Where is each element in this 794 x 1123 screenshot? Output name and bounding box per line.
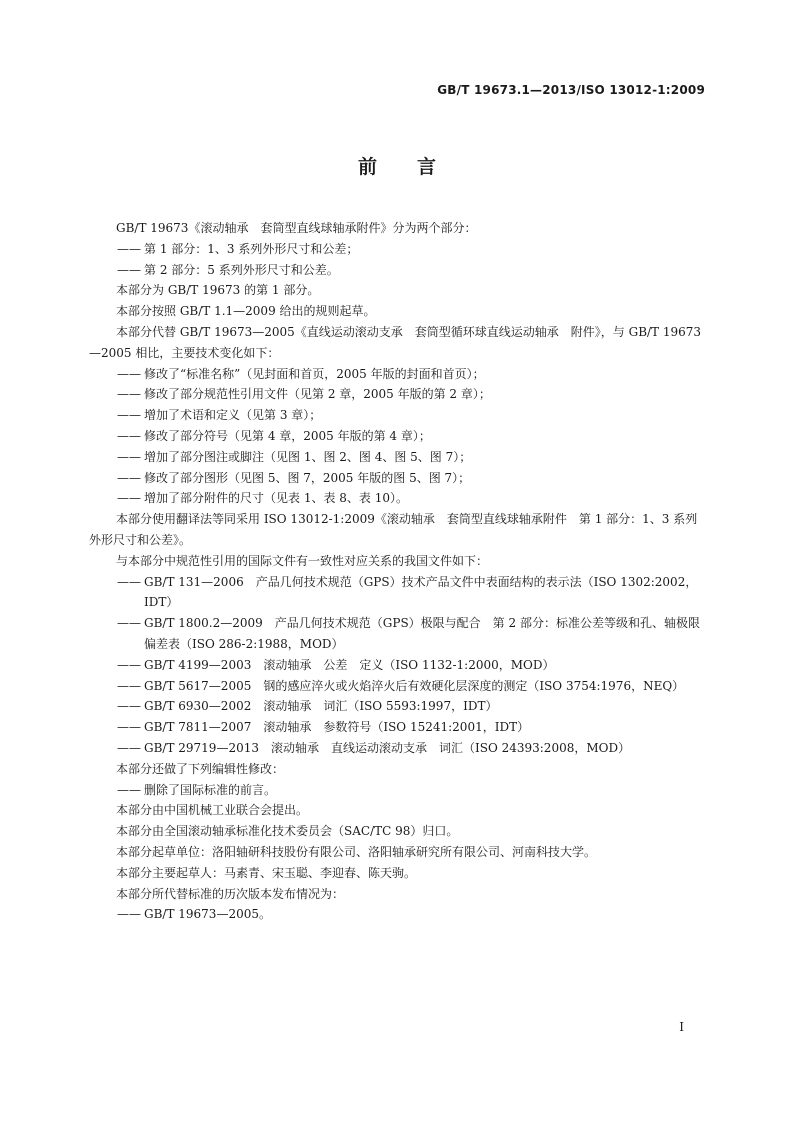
- paragraph-text: 本部分还做了下列编辑性修改：: [116, 761, 285, 776]
- dash-list-item: [89, 738, 707, 759]
- dash-list-item: [89, 655, 707, 676]
- dash-marker: ——: [117, 657, 141, 672]
- page-number: I: [679, 1020, 684, 1034]
- paragraph-text: GB/T 1800.2—2009 产品几何技术规范（GPS）极限与配合 第 2 部分：标准公差等级和孔、轴极限偏差表（ISO 286-2:1988，MOD）: [144, 616, 700, 651]
- dash-marker: ——: [117, 366, 141, 381]
- paragraph: [89, 218, 707, 239]
- paragraph-text: 修改了部分规范性引用文件（见第 2 章，2005 年版的第 2 章）；: [144, 387, 491, 402]
- paragraph-text: 本部分按照 GB/T 1.1—2009 给出的规则起草。: [116, 304, 376, 319]
- dash-marker: ——: [117, 907, 141, 922]
- dash-marker: ——: [117, 449, 141, 464]
- paragraph-text: GB/T 5617—2005 钢的感应淬火或火焰淬火后有效硬化层深度的测定（ISO 3754:1976，NEQ）: [144, 678, 685, 693]
- dash-list-item: [89, 364, 707, 385]
- paragraph: [89, 759, 707, 780]
- dash-list-item: [89, 613, 707, 655]
- dash-list-item: [89, 696, 707, 717]
- dash-marker: ——: [117, 678, 141, 693]
- paragraph-text: GB/T 29719—2013 滚动轴承 直线运动滚动支承 词汇（ISO 24393:2008，MOD）: [144, 740, 631, 755]
- page-title: 前言: [357, 156, 476, 178]
- paragraph-text: 与本部分中规范性引用的国际文件有一致性对应关系的我国文件如下：: [116, 553, 489, 568]
- paragraph-text: GB/T 131—2006 产品几何技术规范（GPS）技术产品文件中表面结构的表示法（ISO 1302:2002，IDT）: [144, 574, 698, 610]
- dash-marker: ——: [117, 720, 141, 735]
- paragraph: [89, 884, 707, 905]
- paragraph-text: GB/T 19673—2005。: [144, 907, 271, 922]
- dash-list-item: [89, 447, 707, 468]
- dash-marker: ——: [117, 782, 141, 797]
- paragraph: [89, 800, 707, 821]
- dash-list-item: [89, 426, 707, 447]
- dash-marker: ——: [117, 616, 141, 631]
- paragraph: [89, 322, 707, 364]
- paragraph: [89, 551, 707, 572]
- dash-marker: ——: [117, 408, 141, 423]
- dash-list-item: [89, 260, 707, 281]
- dash-list-item: [89, 239, 707, 260]
- paragraph-text: 增加了部分图注或脚注（见图 1、图 2、图 4、图 5、图 7）；: [144, 449, 472, 464]
- paragraph-text: 本部分使用翻译法等同采用 ISO 13012-1:2009《滚动轴承 套筒型直线球轴承附件 第 1 部分：1、3 系列外形尺寸和公差》。: [89, 512, 698, 547]
- dash-list-item: [89, 676, 707, 697]
- paragraph-text: 本部分主要起草人：马素青、宋玉聪、李迎春、陈天驹。: [116, 865, 417, 880]
- dash-list-item: [89, 468, 707, 489]
- paragraph: [89, 863, 707, 884]
- paragraph: [89, 509, 707, 551]
- paragraph: [89, 301, 707, 322]
- paragraph-text: 修改了“标准名称”（见封面和首页，2005 年版的封面和首页）；: [144, 366, 485, 381]
- paragraph-text: 本部分由中国机械工业联合会提出。: [116, 803, 309, 818]
- paragraph-text: 本部分为 GB/T 19673 的第 1 部分。: [116, 283, 320, 298]
- dash-marker: ——: [117, 262, 141, 277]
- paragraph-text: GB/T 19673《滚动轴承 套筒型直线球轴承附件》分为两个部分：: [116, 221, 477, 235]
- dash-marker: ——: [117, 241, 141, 256]
- paragraph-text: 删除了国际标准的前言。: [144, 782, 277, 797]
- paragraph-text: 第 2 部分：5 系列外形尺寸和公差。: [144, 262, 339, 277]
- paragraph-text: GB/T 4199—2003 滚动轴承 公差 定义（ISO 1132-1:2000，MOD）: [144, 657, 555, 672]
- paragraph: [89, 842, 707, 863]
- paragraph-text: 本部分起草单位：洛阳轴研科技股份有限公司、洛阳轴承研究所有限公司、河南科技大学。: [116, 844, 597, 859]
- paragraph-text: 本部分由全国滚动轴承标准化技术委员会（SAC/TC 98）归口。: [116, 824, 459, 839]
- paragraph: [89, 821, 707, 842]
- dash-marker: ——: [117, 470, 141, 485]
- dash-marker: ——: [117, 574, 141, 589]
- dash-list-item: [89, 572, 707, 614]
- dash-list-item: [89, 904, 707, 925]
- dash-list-item: [89, 717, 707, 738]
- paragraph-text: 修改了部分图形（见图 5、图 7，2005 年版的图 5、图 7）；: [144, 470, 471, 485]
- dash-list-item: [89, 384, 707, 405]
- paragraph-text: 本部分所代替标准的历次版本发布情况为：: [116, 886, 345, 901]
- dash-marker: ——: [117, 387, 141, 402]
- dash-marker: ——: [117, 428, 141, 443]
- paragraph-text: 修改了部分符号（见第 4 章，2005 年版的第 4 章）；: [144, 428, 431, 443]
- dash-list-item: [89, 780, 707, 801]
- paragraph-text: GB/T 7811—2007 滚动轴承 参数符号（ISO 15241:2001，IDT）: [144, 720, 530, 735]
- dash-marker: ——: [117, 699, 141, 714]
- dash-marker: ——: [117, 740, 141, 755]
- paragraph-text: GB/T 6930—2002 滚动轴承 词汇（ISO 5593:1997，IDT）: [144, 699, 498, 714]
- paragraph-text: 本部分代替 GB/T 19673—2005《直线运动滚动支承 套筒型循环球直线运动轴承 附件》，与 GB/T 19673—2005 相比，主要技术变化如下：: [89, 324, 702, 360]
- standard-code-header: GB/T 19673.1—2013/ISO 13012-1:2009: [437, 83, 705, 97]
- paragraph-text: 增加了部分附件的尺寸（见表 1、表 8、表 10）。: [144, 491, 408, 506]
- paragraph: [89, 280, 707, 301]
- dash-list-item: [89, 488, 707, 509]
- dash-list-item: [89, 405, 707, 426]
- foreword-body: [89, 218, 707, 925]
- dash-marker: ——: [117, 491, 141, 506]
- paragraph-text: 增加了术语和定义（见第 3 章）；: [144, 408, 322, 423]
- paragraph-text: 第 1 部分：1、3 系列外形尺寸和公差；: [144, 241, 359, 256]
